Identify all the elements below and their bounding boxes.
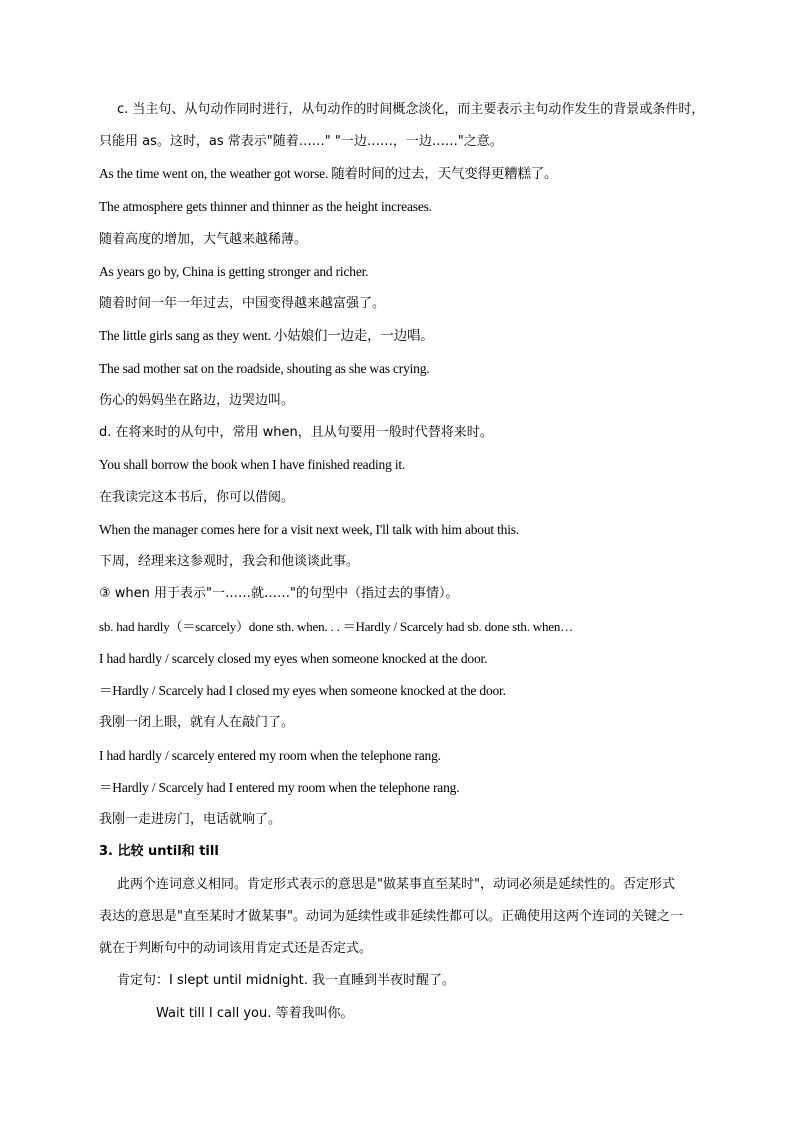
- example-sentence: ＝Hardly / Scarcely had I entered my room when the telephone rang.: [99, 780, 460, 795]
- example-translation: 我刚一走进房门，电话就响了。: [99, 812, 282, 827]
- rule-d: d. 在将来时的从句中，常用 when，且从句要用一般时代替将来时。: [99, 425, 493, 440]
- example-translation: 我刚一闭上眼，就有人在敲门了。: [99, 715, 295, 730]
- example-sentence: As the time went on, the weather got worse. 随着时间的过去，天气变得更糟糕了。: [99, 166, 558, 181]
- example-translation: 随着时间一年一年过去，中国变得越来越富强了。: [99, 296, 386, 311]
- paragraph-line: 表达的意思是"直至某时才做某事"。动词为延续性或非延续性都可以。正确使用这两个连词的关键之一: [99, 909, 683, 924]
- example-sentence: You shall borrow the book when I have finished reading it.: [99, 457, 406, 472]
- example-sentence: The atmosphere gets thinner and thinner as the height increases.: [99, 199, 432, 214]
- paragraph-line: 此两个连词意义相同。肯定形式表示的意思是"做某事直至某时"，动词必须是延续性的。否定形式: [117, 877, 675, 892]
- point-3: ③ when 用于表示"一……就……"的句型中（指过去的事情）。: [99, 586, 459, 601]
- example-sentence: The sad mother sat on the roadside, shouting as she was crying.: [99, 361, 430, 376]
- rule-c-line-1: c. 当主句、从句动作同时进行，从句动作的时间概念淡化，而主要表示主句动作发生的背景或条件时，: [117, 102, 705, 117]
- example-translation: 随着高度的增加，大气越来越稀薄。: [99, 232, 308, 247]
- example-affirmative: 肯定句：I slept until midnight. 我一直睡到半夜时醒了。: [117, 973, 455, 988]
- formula-line: sb. had hardly（＝scarcely）done sth. when. . . ＝Hardly / Scarcely had sb. done sth. when…: [99, 619, 573, 634]
- example-sentence: ＝Hardly / Scarcely had I closed my eyes when someone knocked at the door.: [99, 683, 506, 698]
- paragraph-line: 就在于判断句中的动词该用肯定式还是否定式。: [99, 941, 373, 956]
- example-sentence: I had hardly / scarcely closed my eyes when someone knocked at the door.: [99, 651, 488, 666]
- example-sentence: I had hardly / scarcely entered my room when the telephone rang.: [99, 748, 441, 763]
- example-sentence: The little girls sang as they went. 小姑娘们一边走，一边唱。: [99, 328, 434, 343]
- example-translation: 下周，经理来这参观时，我会和他谈谈此事。: [99, 554, 360, 569]
- example-affirmative: Wait till I call you. 等着我叫你。: [156, 1006, 354, 1021]
- example-translation: 伤心的妈妈坐在路边，边哭边叫。: [99, 393, 295, 408]
- example-sentence: As years go by, China is getting stronger and richer.: [99, 264, 369, 279]
- example-sentence: When the manager comes here for a visit next week, I'll talk with him about this.: [99, 522, 519, 537]
- section-heading: 3. 比较 until和 till: [99, 844, 219, 859]
- rule-c-line-2: 只能用 as。这时，as 常表示"随着……" "一边……，一边……"之意。: [99, 134, 503, 149]
- example-translation: 在我读完这本书后，你可以借阅。: [99, 490, 295, 505]
